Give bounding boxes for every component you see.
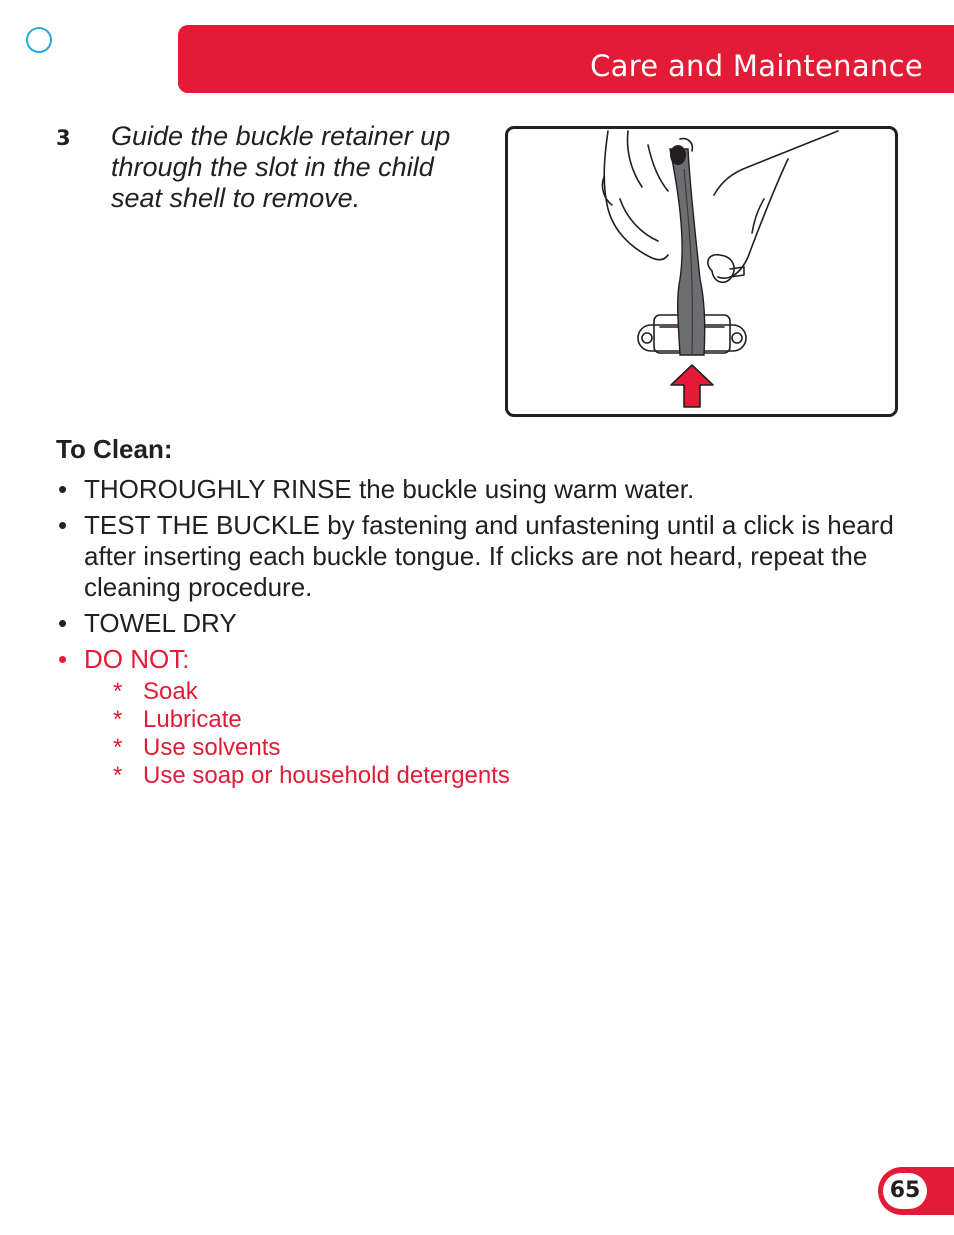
list-item-do-not bbox=[56, 644, 916, 790]
list-item bbox=[84, 706, 916, 734]
hand-removing-retainer-drawing bbox=[508, 129, 895, 414]
step-number: 3 bbox=[56, 126, 71, 150]
asterisk-icon: * bbox=[113, 734, 123, 761]
bullet-text: TEST THE BUCKLE by fastening and unfastening until a click is heard after inserting each buckle tongue. If clicks are not heard, repeat the cleaning procedure. bbox=[84, 510, 894, 602]
bullet-text: TOWEL DRY bbox=[84, 608, 237, 638]
to-clean-heading: To Clean: bbox=[56, 434, 173, 464]
do-not-text: Soak bbox=[143, 678, 198, 705]
page-number: 65 bbox=[883, 1173, 927, 1209]
do-not-sublist bbox=[84, 678, 916, 790]
list-item bbox=[84, 734, 916, 762]
page-number-tab bbox=[878, 1167, 954, 1215]
do-not-text: Lubricate bbox=[143, 706, 242, 733]
corner-circle-mark bbox=[26, 27, 52, 53]
cleaning-bullet-list bbox=[56, 474, 916, 795]
bullet-icon: • bbox=[58, 644, 68, 674]
step-instruction: Guide the buckle retainer up through the slot in the child seat shell to remove. bbox=[111, 121, 451, 213]
list-item bbox=[84, 762, 916, 790]
list-item bbox=[56, 474, 916, 505]
asterisk-icon: * bbox=[113, 706, 123, 733]
bullet-icon: • bbox=[58, 474, 68, 504]
buckle-retainer-illustration bbox=[505, 126, 898, 417]
bullet-icon: • bbox=[58, 510, 68, 540]
asterisk-icon: * bbox=[113, 762, 123, 789]
bullet-text: DO NOT: bbox=[84, 644, 190, 674]
section-title: Care and Maintenance bbox=[590, 49, 923, 83]
asterisk-icon: * bbox=[113, 678, 123, 705]
section-header-bar bbox=[178, 25, 954, 93]
do-not-text: Use solvents bbox=[143, 734, 281, 761]
do-not-text: Use soap or household detergents bbox=[143, 762, 510, 789]
list-item bbox=[56, 510, 916, 603]
list-item bbox=[56, 608, 916, 639]
bullet-text: THOROUGHLY RINSE the buckle using warm water. bbox=[84, 474, 695, 504]
list-item bbox=[84, 678, 916, 706]
bullet-icon: • bbox=[58, 608, 68, 638]
